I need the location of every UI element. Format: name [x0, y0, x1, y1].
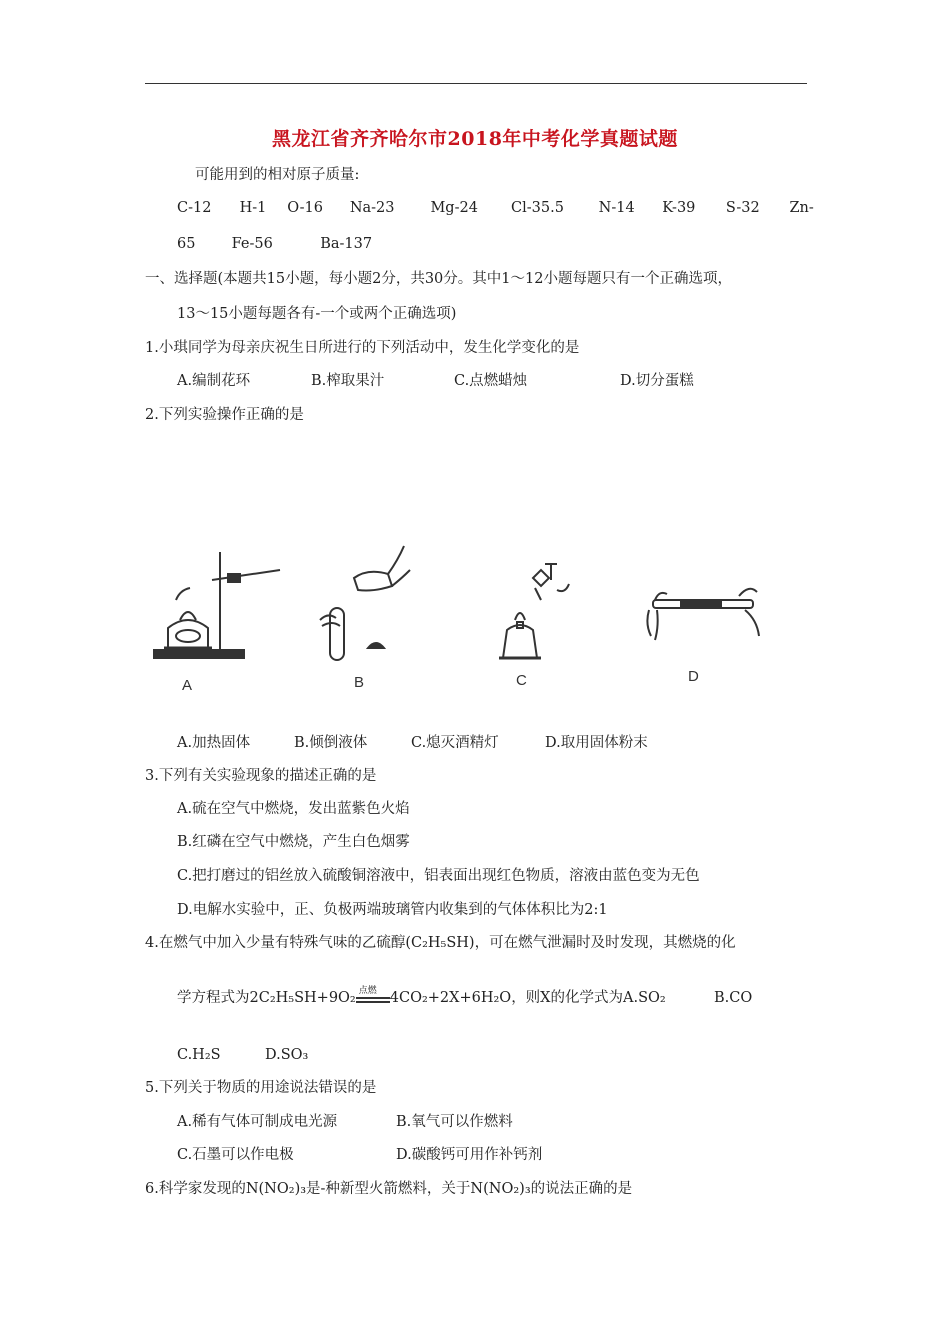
mass-item: S-32 — [725, 200, 760, 216]
mass-item: K-39 — [662, 200, 696, 216]
question-4-equation — [177, 988, 666, 1008]
question-2-option-c: C.熄灭酒精灯 — [411, 735, 499, 751]
heating-solid-figure — [150, 540, 290, 670]
question-4-option-d: D.SO₃ — [265, 1047, 309, 1063]
pouring-liquid-figure — [318, 540, 428, 670]
mass-item: Mg-24 — [430, 200, 478, 216]
mass-item: N-14 — [598, 200, 635, 216]
atomic-masses-row1 — [177, 198, 814, 218]
mass-item: C-12 — [177, 200, 212, 216]
reaction-condition — [356, 986, 390, 1003]
mass-item: Zn- — [789, 200, 814, 216]
question-3-option-b: B.红磷在空气中燃烧，产生白色烟雾 — [177, 834, 410, 850]
question-1-option-d: D.切分蛋糕 — [620, 373, 694, 389]
question-5-option-b: B.氧气可以作燃料 — [396, 1114, 513, 1130]
question-2-stem: 2.下列实验操作正确的是 — [145, 407, 304, 423]
question-3-option-a: A.硫在空气中燃烧，发出蓝紫色火焰 — [177, 801, 410, 817]
question-4-stem: 4.在燃气中加入少量有特殊气味的乙硫醇(C₂H₅SH)，可在燃气泄漏时及时发现，其燃烧的化 — [145, 935, 736, 951]
question-5-option-c: C.石墨可以作电极 — [177, 1147, 294, 1163]
equation-products: 4CO₂+2X+6H₂O，则X的化学式为A.SO₂ — [389, 990, 666, 1006]
question-4-option-b: B.CO — [714, 990, 753, 1006]
mass-item: 65 — [177, 236, 196, 252]
question-2-option-b: B.倾倒液体 — [294, 735, 368, 751]
section1-heading: 一、选择题(本题共15小题，每小题2分，共30分。其中1～12小题每题只有一个正确选项， — [145, 271, 732, 287]
question-5-option-a: A.稀有气体可制成电光源 — [177, 1114, 338, 1130]
mass-item: Fe-56 — [231, 236, 273, 252]
question-4-option-c: C.H₂S — [177, 1047, 221, 1063]
question-6-stem: 6.科学家发现的N(NO₂)₃是-种新型火箭燃料，关于N(NO₂)₃的说法正确的是 — [145, 1181, 633, 1197]
mass-item: Na-23 — [349, 200, 395, 216]
atomic-mass-intro: 可能用到的相对原子质量: — [195, 167, 360, 183]
section1-heading-cont: 13～15小题每题各有-一个或两个正确选项) — [177, 306, 457, 322]
question-2-figures — [150, 540, 750, 700]
question-2-option-a: A.加热固体 — [177, 735, 251, 751]
extinguishing-lamp-figure — [495, 540, 605, 670]
figure-label-c: C — [516, 672, 527, 689]
figure-label-d: D — [688, 668, 699, 685]
mass-item: H-1 — [239, 200, 267, 216]
taking-powder-figure — [645, 540, 765, 670]
equation-reactants: 学方程式为2C₂H₅SH+9O₂ — [177, 990, 356, 1006]
question-5-stem: 5.下列关于物质的用途说法错误的是 — [145, 1080, 377, 1096]
atomic-masses-row2 — [177, 234, 372, 254]
question-1-stem: 1.小琪同学为母亲庆祝生日所进行的下列活动中，发生化学变化的是 — [145, 340, 580, 356]
question-1-option-c: C.点燃蜡烛 — [454, 373, 528, 389]
question-2-option-d: D.取用固体粉末 — [545, 735, 648, 751]
question-1-option-b: B.榨取果汁 — [311, 373, 385, 389]
question-5-option-d: D.碳酸钙可用作补钙剂 — [396, 1147, 543, 1163]
header-rule — [145, 83, 807, 84]
mass-item: Ba-137 — [320, 236, 373, 252]
condition-label: 点燃 — [358, 986, 377, 996]
figure-label-a: A — [182, 677, 193, 694]
question-3-option-c: C.把打磨过的铝丝放入硫酸铜溶液中，铝表面出现红色物质，溶液由蓝色变为无色 — [177, 868, 700, 884]
question-3-option-d: D.电解水实验中，正、负极两端玻璃管内收集到的气体体积比为2:1 — [177, 902, 608, 918]
mass-item: Cl-35.5 — [511, 200, 564, 216]
question-3-stem: 3.下列有关实验现象的描述正确的是 — [145, 768, 377, 784]
mass-item: O-16 — [287, 200, 323, 216]
figure-label-b: B — [354, 674, 365, 691]
question-1-option-a: A.编制花环 — [177, 373, 251, 389]
page-title: 黑龙江省齐齐哈尔市2018年中考化学真题试题 — [272, 128, 678, 150]
